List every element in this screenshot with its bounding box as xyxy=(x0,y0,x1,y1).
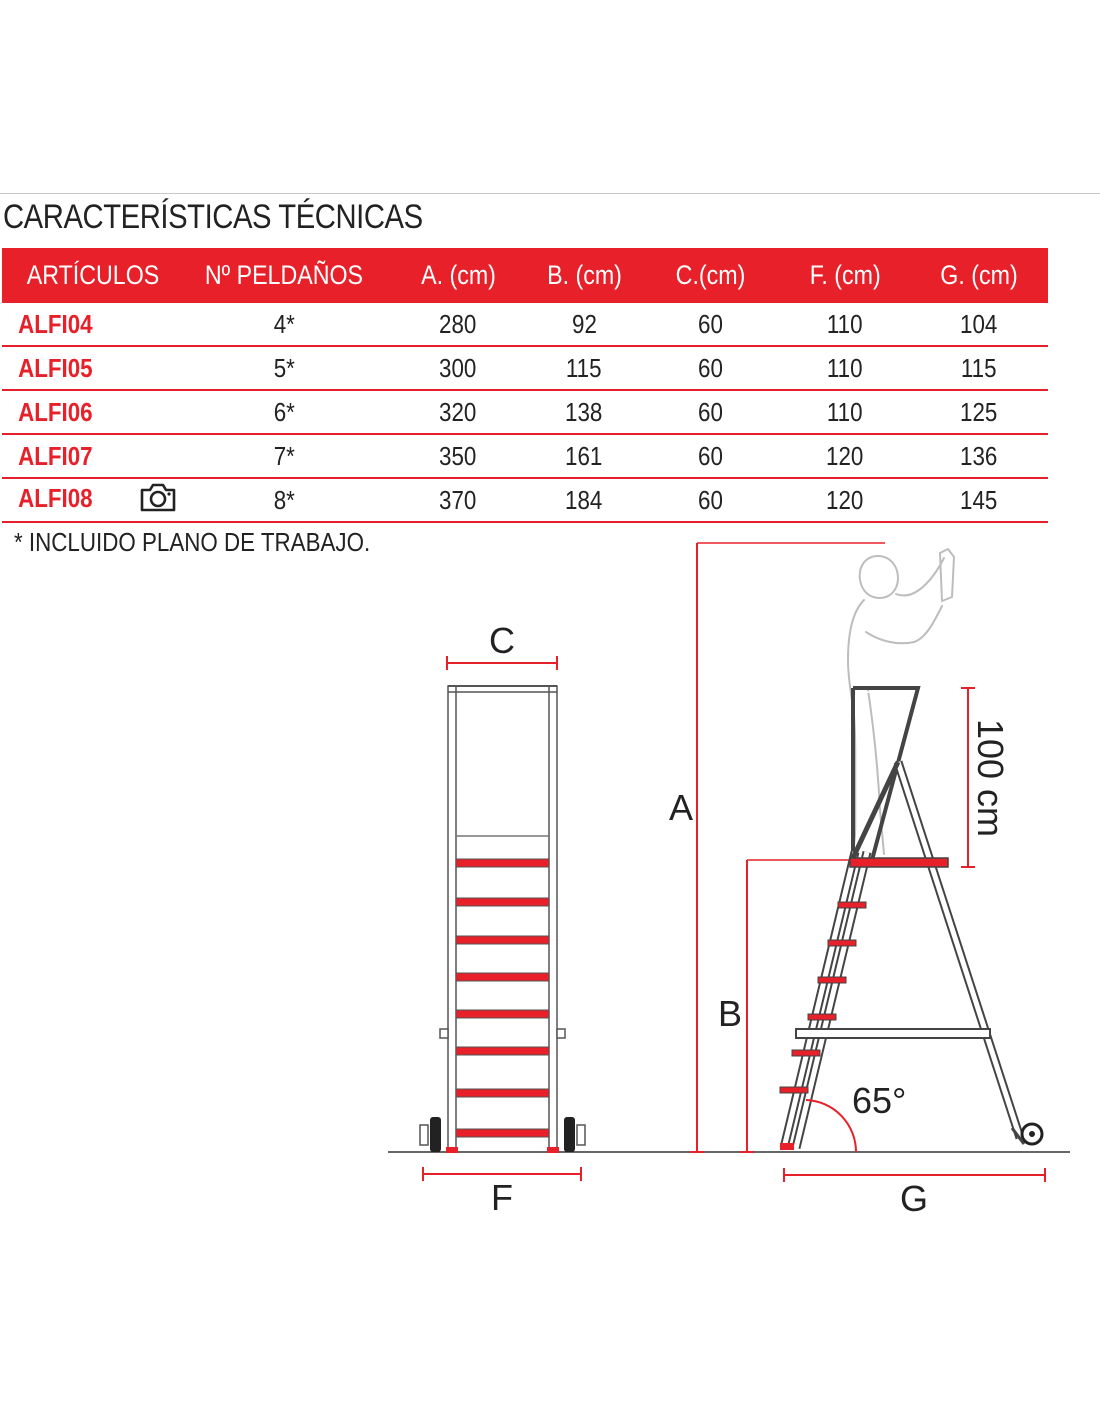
cell-a: 350 xyxy=(388,434,528,478)
header-c: C.(cm) xyxy=(640,248,780,303)
cell-peldanos: 6* xyxy=(180,390,388,434)
label-c: C xyxy=(489,620,515,661)
cell-g: 104 xyxy=(910,303,1048,346)
cell-g: 115 xyxy=(910,346,1048,390)
cell-f: 110 xyxy=(780,346,910,390)
cell-c: 60 xyxy=(640,390,780,434)
cell-c: 60 xyxy=(640,303,780,346)
cell-peldanos: 7* xyxy=(180,434,388,478)
article-code: ALFI07 xyxy=(2,434,180,478)
side-view-ladder xyxy=(780,549,1042,1152)
cell-f: 110 xyxy=(780,303,910,346)
article-code: ALFI06 xyxy=(2,390,180,434)
cell-f: 120 xyxy=(780,434,910,478)
cell-a: 370 xyxy=(388,478,528,522)
cell-f: 120 xyxy=(780,478,910,522)
cell-c: 60 xyxy=(640,478,780,522)
label-height: 100 cm xyxy=(970,718,1011,838)
cell-b: 138 xyxy=(528,390,640,434)
front-view-ladder xyxy=(420,620,585,1218)
cell-a: 300 xyxy=(388,346,528,390)
label-a: A xyxy=(668,787,694,828)
header-f: F. (cm) xyxy=(780,248,910,303)
cell-peldanos: 4* xyxy=(180,303,388,346)
front-steps xyxy=(456,859,549,1137)
cell-g: 125 xyxy=(910,390,1048,434)
cell-b: 115 xyxy=(528,346,640,390)
section-title: CARACTERÍSTICAS TÉCNICAS xyxy=(3,198,423,236)
article-code: ALFI05 xyxy=(2,346,180,390)
label-angle: 65° xyxy=(852,1080,907,1121)
cell-a: 320 xyxy=(388,390,528,434)
cell-g: 136 xyxy=(910,434,1048,478)
footnote: * INCLUIDO PLANO DE TRABAJO. xyxy=(14,527,371,557)
cell-b: 92 xyxy=(528,303,640,346)
header-g: G. (cm) xyxy=(910,248,1048,303)
cell-g: 145 xyxy=(910,478,1048,522)
cell-c: 60 xyxy=(640,346,780,390)
cell-a: 280 xyxy=(388,303,528,346)
label-g: G xyxy=(899,1178,929,1219)
worker-figure xyxy=(848,549,954,860)
cell-b: 161 xyxy=(528,434,640,478)
cell-f: 110 xyxy=(780,390,910,434)
article-code: ALFI08 xyxy=(2,478,180,522)
cell-peldanos: 8* xyxy=(180,478,388,522)
header-peldanos: Nº PELDAÑOS xyxy=(180,248,388,303)
label-f: F xyxy=(491,1177,513,1218)
cell-b: 184 xyxy=(528,478,640,522)
label-b: B xyxy=(717,993,743,1034)
header-articulos: ARTÍCULOS xyxy=(2,248,180,303)
header-a: A. (cm) xyxy=(388,248,528,303)
cell-c: 60 xyxy=(640,434,780,478)
article-code: ALFI04 xyxy=(2,303,180,346)
angle-arc xyxy=(806,1100,856,1152)
cell-peldanos: 5* xyxy=(180,346,388,390)
work-platform xyxy=(850,858,948,867)
header-b: B. (cm) xyxy=(528,248,640,303)
